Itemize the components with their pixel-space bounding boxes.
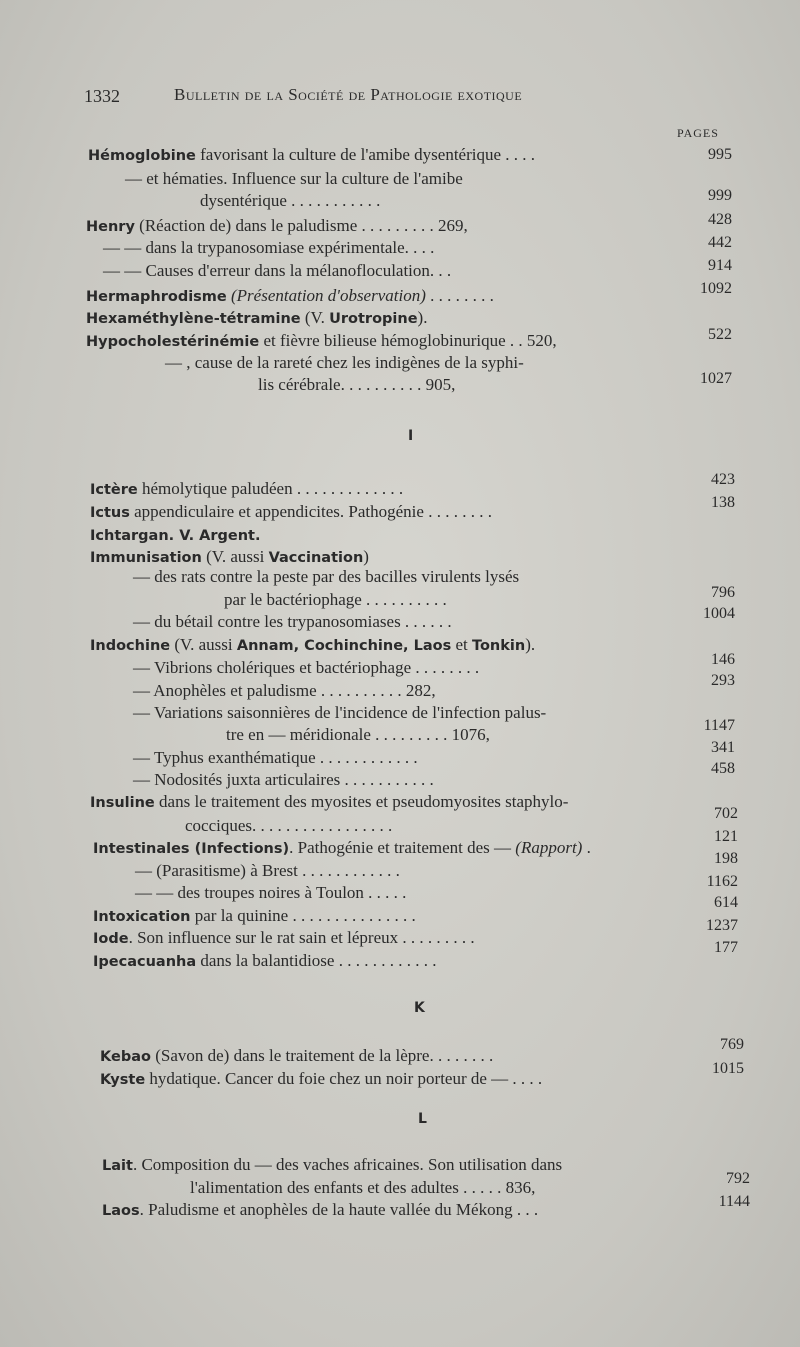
page-ref: 1004	[703, 605, 735, 622]
index-subentry: — , cause de la rareté chez les indigènes de la syphi-	[165, 353, 524, 372]
entry-head: Hémoglobine	[88, 148, 196, 164]
index-subentry: — Variations saisonnières de l'incidence de l'infection palus-	[133, 703, 547, 722]
index-entry: Ictus appendiculaire et appendicites. Pathogénie . . . . . . . .	[90, 502, 492, 521]
page-ref: 769	[720, 1036, 744, 1053]
index-entry: Immunisation (V. aussi Vaccination)	[90, 547, 369, 566]
index-subentry: l'alimentation des enfants et des adultes . . . . . 836,	[190, 1178, 536, 1197]
index-entry: Intestinales (Infections). Pathogénie et traitement des — (Rapport) .	[93, 838, 591, 857]
page-ref: 1237	[706, 917, 738, 934]
index-entry: Laos. Paludisme et anophèles de la haute vallée du Mékong . . .	[102, 1200, 539, 1219]
index-subentry: — (Parasitisme) à Brest . . . . . . . . . . . .	[135, 861, 400, 880]
section-letter: I	[408, 428, 414, 444]
page-ref: 198	[714, 850, 738, 867]
index-subentry: tre en — méridionale . . . . . . . . . 1076,	[226, 725, 490, 744]
index-entry: Hexaméthylène-tétramine (V. Urotropine).	[86, 308, 428, 327]
index-subentry: — du bétail contre les trypanosomiases . . . . . .	[133, 612, 452, 631]
index-entry: Indochine (V. aussi Annam, Cochinchine, Laos et Tonkin).	[90, 635, 536, 654]
page-ref: 999	[708, 187, 732, 204]
page-ref: 702	[714, 805, 738, 822]
index-entry: Kyste hydatique. Cancer du foie chez un noir porteur de — . . . .	[100, 1069, 543, 1088]
page-ref: 138	[711, 494, 735, 511]
page-ref: 442	[708, 234, 732, 251]
page-number: 1332	[84, 86, 120, 106]
index-entry: Kebao (Savon de) dans le traitement de la lèpre. . . . . . . .	[100, 1046, 494, 1065]
index-subentry: — des rats contre la peste par des bacilles virulents lysés	[133, 567, 520, 586]
page-ref: 1027	[700, 370, 732, 387]
page-ref: 796	[711, 584, 735, 601]
page-ref: 428	[708, 211, 732, 228]
index-entry: Hémoglobine favorisant la culture de l'amibe dysentérique . . . .	[88, 145, 536, 164]
page-ref: 458	[711, 760, 735, 777]
page-ref: 1162	[706, 873, 738, 890]
running-title: Bulletin de la Société de Pathologie exotique	[174, 85, 523, 104]
index-subentry: dysentérique . . . . . . . . . . .	[200, 191, 381, 210]
page-ref: 146	[711, 651, 735, 668]
index-entry: Intoxication par la quinine . . . . . . . . . . . . . . .	[93, 906, 416, 925]
index-subentry: par le bactériophage . . . . . . . . . .	[224, 590, 447, 609]
index-subentry: — Anophèles et paludisme . . . . . . . . . . 282,	[133, 681, 436, 700]
index-subentry: — Nodosités juxta articulaires . . . . . . . . . . .	[133, 770, 434, 789]
index-subentry: — et hématies. Influence sur la culture de l'amibe	[125, 169, 463, 188]
page-ref: 341	[711, 739, 735, 756]
page-ref: 1147	[703, 717, 735, 734]
index-subentry: — Typhus exanthématique . . . . . . . . . . . .	[133, 748, 418, 767]
page-ref: 1144	[718, 1193, 750, 1210]
index-entry: Ictère hémolytique paludéen . . . . . . . . . . . . .	[90, 479, 404, 498]
index-subentry: — — Causes d'erreur dans la mélanofloculation. . .	[103, 261, 452, 280]
pages-column-label: PAGES	[677, 126, 719, 140]
page-ref: 914	[708, 257, 732, 274]
page-ref: 614	[714, 894, 738, 911]
page-ref: 1092	[700, 280, 732, 297]
page-ref: 995	[708, 146, 732, 163]
index-subentry: — Vibrions cholériques et bactériophage . . . . . . . .	[133, 658, 480, 677]
page-ref: 293	[711, 672, 735, 689]
index-entry: Ipecacuanha dans la balantidiose . . . . . . . . . . . .	[93, 951, 437, 970]
page-ref: 121	[714, 828, 738, 845]
section-letter: L	[418, 1111, 427, 1127]
page-ref: 177	[714, 939, 738, 956]
index-entry: Henry (Réaction de) dans le paludisme . . . . . . . . . 269,	[86, 216, 468, 235]
page-ref: 792	[726, 1170, 750, 1187]
index-subentry: lis cérébrale. . . . . . . . . . 905,	[258, 375, 456, 394]
index-entry: Hermaphrodisme (Présentation d'observation) . . . . . . . .	[86, 286, 494, 305]
index-entry: Iode. Son influence sur le rat sain et lépreux . . . . . . . . .	[93, 928, 475, 947]
index-entry: Lait. Composition du — des vaches africaines. Son utilisation dans	[102, 1155, 563, 1174]
page-ref: 1015	[712, 1060, 744, 1077]
index-entry: Insuline dans le traitement des myosites et pseudomyosites staphylo-	[90, 792, 569, 811]
index-subentry: cocciques. . . . . . . . . . . . . . . . .	[185, 816, 393, 835]
index-entry: Hypocholestérinémie et fièvre bilieuse hémoglobinurique . . 520,	[86, 331, 557, 350]
page-ref: 423	[711, 471, 735, 488]
page-ref: 522	[708, 326, 732, 343]
index-entry: Ichtargan. V. Argent.	[90, 528, 261, 544]
index-subentry: — — dans la trypanosomiase expérimentale. . . .	[103, 238, 435, 257]
section-letter: K	[414, 1000, 425, 1016]
index-subentry: — — des troupes noires à Toulon . . . . .	[135, 883, 407, 902]
